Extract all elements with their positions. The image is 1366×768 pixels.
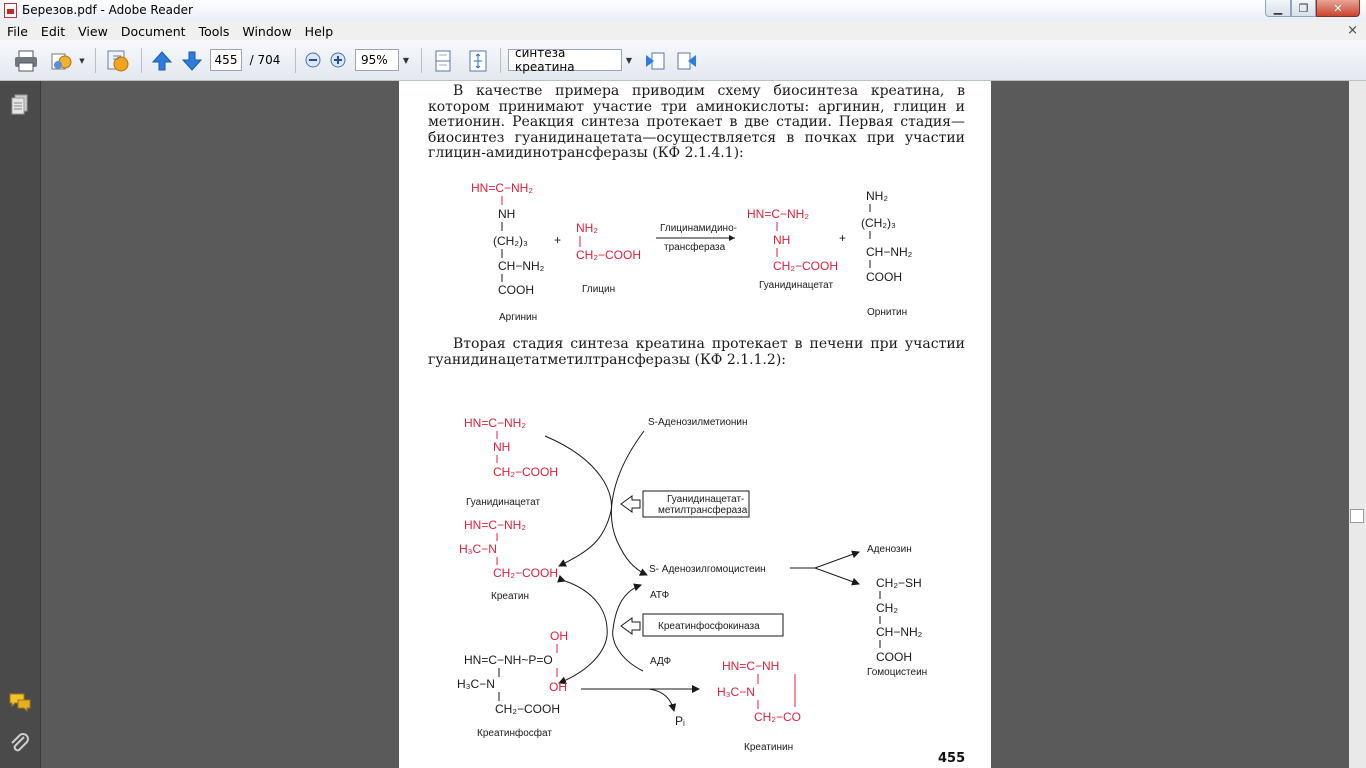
arginine-guanidino: HN=C−NH₂ [471, 181, 534, 195]
page-number-input[interactable]: 455 [210, 49, 242, 71]
pc-oh2: OH [549, 680, 567, 694]
toolbar [0, 40, 1366, 81]
adp-label: АДФ [650, 656, 672, 667]
search-input[interactable]: синтеза креатина [508, 49, 622, 71]
menu-help[interactable]: Help [304, 24, 334, 39]
sam-label: S-Аденозилметионин [648, 417, 748, 428]
menu-edit[interactable]: Edit [40, 24, 66, 39]
scheme-2-diagram [399, 391, 991, 768]
creatine-kinase-label: Креатинфосфокиназа [658, 621, 760, 632]
creatine-ch2: CH₂−COOH [493, 566, 558, 580]
menu-window[interactable]: Window [242, 24, 292, 39]
zoom-in-icon[interactable] [330, 52, 346, 68]
ornithine-cooh: COOH [866, 270, 902, 284]
guanidinoacetate-label: Гуанидинацетат [759, 280, 834, 291]
arginine-ch: CH−NH₂ [498, 259, 545, 273]
find-next-icon[interactable] [675, 50, 699, 72]
creatine-label: Креатин [491, 591, 529, 602]
fit-page-icon[interactable] [466, 49, 490, 73]
find-previous-icon[interactable] [643, 50, 667, 72]
hcy-ch2: CH₂ [876, 601, 898, 615]
pc-n: H₃C−N [457, 677, 495, 691]
share-icon[interactable] [104, 47, 132, 75]
pages-panel-icon[interactable] [10, 94, 30, 120]
ornithine-ch: CH−NH₂ [866, 245, 913, 259]
pdf-page [399, 81, 991, 768]
collaborate-dropdown-icon[interactable]: ▼ [79, 57, 85, 65]
arginine-label: Аргинин [499, 312, 538, 323]
ornithine-ch2: (CH₂)₃ [861, 216, 896, 230]
plus-sign-1: + [554, 233, 562, 247]
s2-guanidinoacetate-top: HN=C−NH₂ [464, 416, 527, 430]
pc-ch2: CH₂−COOH [495, 702, 560, 716]
zoom-dropdown-icon[interactable]: ▼ [402, 55, 410, 65]
arginine-ch2: (CH₂)₃ [493, 234, 528, 248]
creatinine-n: H₃C−N [717, 685, 755, 699]
s2-guanidinoacetate-label: Гуанидинацетат [466, 497, 541, 508]
zoom-out-icon[interactable] [305, 52, 321, 68]
s2-guanidinoacetate-nh: NH [493, 440, 511, 454]
collaborate-icon[interactable] [48, 48, 76, 74]
glycine-ch2-cooh: CH₂−COOH [576, 248, 641, 262]
plus-sign-2: + [839, 231, 847, 245]
pdf-app-icon [4, 3, 17, 18]
guanidinoacetate-nh: NH [773, 233, 791, 247]
page-number: 455 [938, 751, 966, 766]
maximize-button[interactable]: ❐ [1291, 0, 1316, 17]
guanidinoacetate-top: HN=C−NH₂ [747, 207, 810, 221]
minimize-button[interactable]: ▁ [1265, 0, 1291, 17]
hcy-ch: CH−NH₂ [876, 625, 923, 639]
hcy-cooh: COOH [876, 650, 912, 664]
close-document-icon[interactable]: × [1347, 23, 1358, 38]
scroll-mode-icon[interactable] [431, 49, 455, 73]
guanidinoacetate-ch2: CH₂−COOH [773, 259, 838, 273]
enzyme-1-line2: трансфераза [664, 242, 726, 253]
ornithine-nh2: NH₂ [866, 189, 888, 203]
window-controls [1265, 0, 1360, 18]
menu-tools[interactable]: Tools [198, 24, 230, 39]
window-title: Березов.pdf - Adobe Reader [22, 3, 193, 17]
page-total: / 704 [249, 53, 281, 67]
close-button[interactable]: ✕ [1316, 0, 1360, 17]
title-bar [0, 0, 1366, 22]
ornithine-label: Орнитин [867, 307, 908, 318]
attachments-panel-icon[interactable] [9, 732, 31, 758]
gamt-line1: Гуанидинацетат- [667, 494, 745, 505]
sah-label: S- Аденозилгомоцистеин [649, 564, 766, 575]
scheme-1-diagram [399, 81, 991, 331]
previous-page-icon[interactable] [150, 49, 174, 73]
creatine-phosphate-label: Креатинфосфат [477, 728, 552, 739]
atp-label: АТФ [650, 590, 670, 601]
next-page-icon[interactable] [180, 49, 204, 73]
scroll-thumb[interactable] [1350, 509, 1364, 523]
creatine-top: HN=C−NH₂ [464, 518, 527, 532]
enzyme-1-line1: Глицинамидино- [660, 223, 737, 234]
comments-panel-icon[interactable] [8, 692, 32, 716]
arginine-nh: NH [498, 207, 516, 221]
paragraph-1: В качестве примера приводим схему биосинтеза креатина, в котором принимают участие три аминокислоты: аргинин, глицин и метионин. Реакция синтеза протекает в две стадии. Первая стадия—биосинтез гуанидинацетата—осуществляется в почках при участии глицин-амидинотрансферазы (КФ 2.1.4.1): [428, 83, 965, 161]
navigation-pane [0, 81, 41, 768]
s2-guanidinoacetate-ch2: CH₂−COOH [493, 465, 558, 479]
search-dropdown-icon[interactable]: ▼ [625, 55, 633, 65]
gamt-line2: метилтрансфераза [658, 505, 748, 516]
creatinine-top: HN=C−NH [722, 659, 780, 673]
creatinine-label: Креатинин [744, 742, 794, 753]
creatine-n: H₃C−N [459, 542, 497, 556]
hcy-ch2sh: CH₂−SH [876, 576, 922, 590]
menu-document[interactable]: Document [120, 24, 186, 39]
menu-view[interactable]: View [78, 24, 108, 39]
zoom-input[interactable]: 95% [355, 49, 399, 71]
vertical-scrollbar[interactable] [1349, 81, 1366, 768]
menu-file[interactable]: File [7, 24, 28, 39]
pi-label: Pᵢ [675, 714, 685, 728]
print-icon[interactable] [12, 48, 40, 74]
arginine-cooh: COOH [498, 283, 534, 297]
adenosine-label: Аденозин [867, 544, 912, 555]
creatinine-ch2: CH₂−CO [754, 710, 801, 724]
homocysteine-label: Гомоцистеин [867, 667, 928, 678]
pc-oh1: OH [550, 629, 568, 643]
menu-bar [0, 21, 1366, 40]
glycine-nh2: NH₂ [576, 221, 598, 235]
paragraph-2: Вторая стадия синтеза креатина протекает в печени при участии гуанидинацетатметилтрансферазы (КФ 2.1.1.2): [428, 336, 965, 368]
glycine-label: Глицин [582, 284, 616, 295]
pc-main: HN=C−NH~P=O [464, 653, 553, 667]
